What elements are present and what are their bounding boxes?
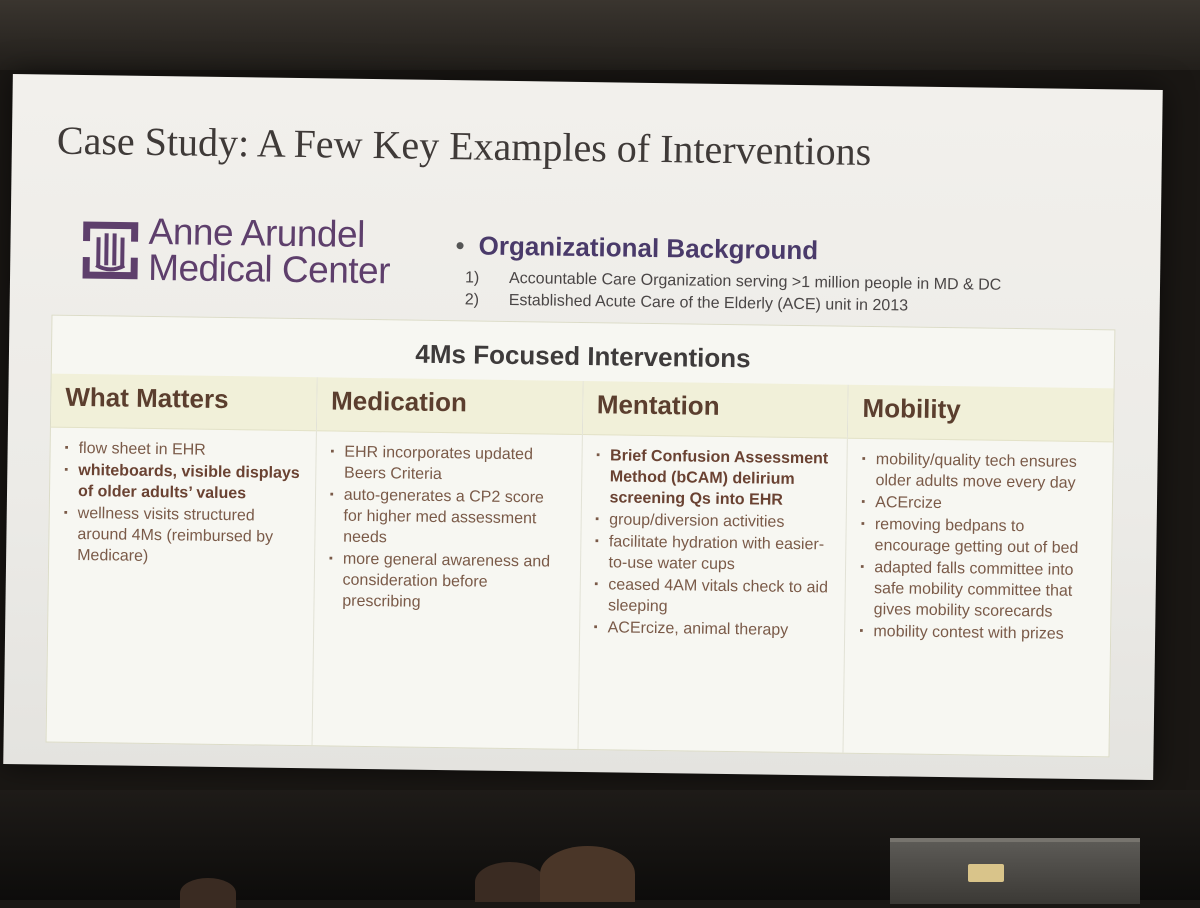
column-items bbox=[314, 441, 581, 615]
logo-wordmark bbox=[147, 210, 391, 292]
intervention-item: ▪ EHR incorporates updated Beers Criteria bbox=[330, 441, 567, 486]
column-header: Medication bbox=[317, 377, 582, 435]
intervention-item: ▪ ACErcize bbox=[861, 492, 1098, 516]
column-header: Mobility bbox=[848, 385, 1113, 443]
intervention-item: ▪ wellness visits structured around 4Ms (reimbursed by Medicare) bbox=[63, 503, 301, 569]
podium-light bbox=[968, 864, 1004, 882]
interventions-columns bbox=[47, 374, 1114, 757]
hospital-logo bbox=[82, 210, 413, 298]
intervention-item: ▪ Brief Confusion Assessment Method (bCAM) delirium screening Qs into EHR bbox=[595, 445, 833, 511]
org-item-text: Accountable Care Organization serving >1 million people in MD & DC bbox=[508, 269, 1002, 294]
column-mentation bbox=[578, 381, 849, 753]
intervention-item: ▪ auto-generates a CP2 score for higher med assessment needs bbox=[329, 484, 567, 550]
column-items bbox=[49, 438, 316, 570]
intervention-item: ▪ removing bedpans to encourage getting out of bed bbox=[860, 514, 1097, 559]
audience-head bbox=[180, 878, 236, 908]
column-medication bbox=[312, 377, 583, 749]
audience-head bbox=[475, 862, 545, 902]
column-items bbox=[845, 449, 1112, 646]
column-header: Mentation bbox=[582, 381, 847, 439]
projector-screen bbox=[3, 74, 1163, 780]
org-background-heading bbox=[455, 230, 1145, 271]
logo-line-1: Anne Arundel bbox=[148, 210, 366, 255]
org-item-text: Established Acute Care of the Elderly (ACE) unit in 2013 bbox=[508, 291, 909, 315]
intervention-item: ▪ ceased 4AM vitals check to aid sleeping bbox=[594, 574, 831, 619]
intervention-item: ▪ mobility contest with prizes bbox=[859, 621, 1096, 645]
podium bbox=[890, 838, 1140, 904]
logo-line-2: Medical Center bbox=[147, 246, 391, 292]
intervention-item: ▪ group/diversion activities bbox=[595, 509, 832, 533]
interventions-table bbox=[46, 315, 1116, 758]
intervention-item: ▪ mobility/quality tech ensures older adults move every day bbox=[861, 449, 1098, 494]
intervention-item: ▪ adapted falls committee into safe mobility committee that gives mobility scorecards bbox=[860, 557, 1098, 623]
intervention-item: ▪ facilitate hydration with easier-to-use water cups bbox=[594, 531, 831, 576]
intervention-item: ▪ more general awareness and consideration before prescribing bbox=[328, 548, 566, 614]
hospital-logo-icon bbox=[82, 215, 139, 286]
org-item-number: 1) bbox=[464, 269, 480, 287]
column-items bbox=[580, 445, 847, 642]
bullet-icon: • bbox=[455, 230, 465, 261]
org-background-list bbox=[455, 267, 1146, 321]
intervention-item: ▪ ACErcize, animal therapy bbox=[594, 617, 831, 641]
column-mobility bbox=[844, 385, 1114, 757]
column-what-matters bbox=[47, 374, 318, 746]
interventions-title: 4Ms Focused Interventions bbox=[415, 338, 751, 374]
audience-head bbox=[540, 846, 635, 902]
slide-title: Case Study: A Few Key Examples of Interventions bbox=[56, 117, 872, 174]
org-background-heading-text: Organizational Background bbox=[478, 230, 819, 266]
org-background-section bbox=[455, 230, 1146, 321]
column-header: What Matters bbox=[51, 374, 316, 432]
intervention-item: ▪ flow sheet in EHR bbox=[65, 438, 302, 462]
org-item-number: 2) bbox=[464, 291, 480, 309]
intervention-item: ▪ whiteboards, visible displays of older adults’ values bbox=[64, 460, 301, 505]
room-ceiling bbox=[0, 0, 1200, 70]
